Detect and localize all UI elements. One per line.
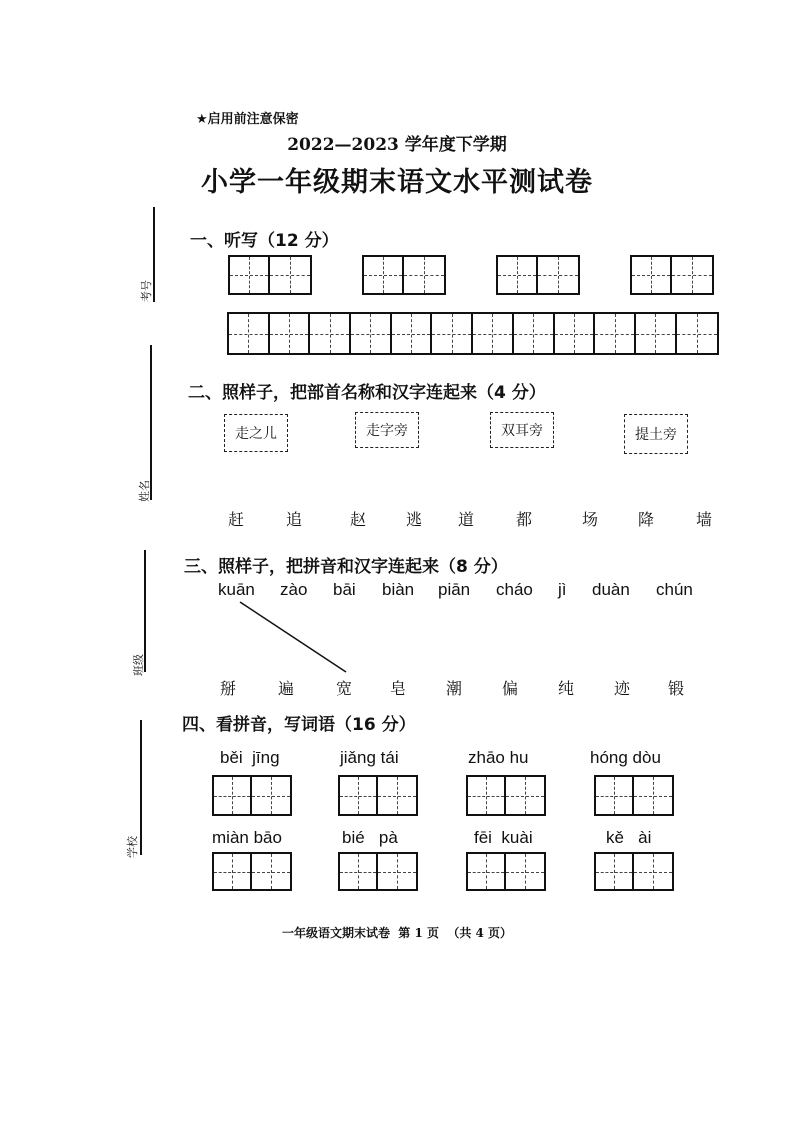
- writing-cell[interactable]: [378, 854, 416, 889]
- char-option[interactable]: 皂: [390, 679, 407, 698]
- word-grid[interactable]: [212, 775, 292, 816]
- pinyin-option[interactable]: kuān: [218, 580, 255, 599]
- char-option[interactable]: 墙: [696, 510, 713, 529]
- pinyin-option[interactable]: biàn: [382, 580, 415, 599]
- word-pinyin: [342, 828, 398, 848]
- writing-cell[interactable]: [340, 777, 378, 814]
- section1-heading: 一、听写（12 分）: [190, 231, 339, 251]
- pinyin-option[interactable]: chún: [656, 580, 693, 599]
- word-grid[interactable]: [594, 775, 674, 816]
- writing-cell[interactable]: [214, 777, 252, 814]
- syllable: kuài: [501, 828, 533, 847]
- word-pinyin: [474, 828, 533, 848]
- section4-heading: 四、看拼音，写词语（16 分）: [182, 715, 416, 735]
- word-pinyin: hóng dòu: [590, 748, 661, 767]
- label-exam-number: 考号: [140, 280, 153, 302]
- writing-cell[interactable]: [378, 777, 416, 814]
- writing-cell[interactable]: [252, 854, 290, 889]
- exam-title: 小学一年级期末语文水平测试卷: [201, 167, 593, 198]
- syllable: kě: [606, 828, 624, 847]
- word-pinyin: [606, 828, 651, 848]
- word-grid[interactable]: [466, 852, 546, 891]
- writing-cell[interactable]: [468, 777, 506, 814]
- syllable: pà: [378, 828, 398, 847]
- char-option[interactable]: 逃: [406, 510, 423, 529]
- section2-heading: 二、照样子，把部首名称和汉字连起来（4 分）: [188, 383, 546, 403]
- word-pinyin: zhāo hu: [468, 748, 529, 767]
- pinyin-option[interactable]: cháo: [496, 580, 533, 599]
- pinyin-option[interactable]: jì: [558, 580, 567, 599]
- pinyin-option[interactable]: duàn: [592, 580, 630, 599]
- char-option[interactable]: 纯: [558, 679, 575, 698]
- char-option[interactable]: 宽: [336, 679, 353, 698]
- syllable: bié: [342, 828, 365, 847]
- pinyin-option[interactable]: bāi: [333, 580, 356, 599]
- char-option[interactable]: 追: [286, 510, 303, 529]
- writing-cell[interactable]: [634, 854, 672, 889]
- char-option[interactable]: 赶: [228, 510, 245, 529]
- char-option[interactable]: 赵: [350, 510, 367, 529]
- char-option[interactable]: 迹: [614, 679, 631, 698]
- word-grid[interactable]: [466, 775, 546, 816]
- char-option[interactable]: 锻: [668, 679, 685, 698]
- pinyin-option[interactable]: piān: [438, 580, 471, 599]
- syllable: ài: [638, 828, 652, 847]
- writing-cell[interactable]: [596, 777, 634, 814]
- radical-box-4[interactable]: 提土旁: [624, 414, 688, 454]
- label-school: 学校: [126, 836, 139, 858]
- writing-cell[interactable]: [214, 854, 252, 889]
- syllable: fēi: [474, 828, 492, 847]
- char-option[interactable]: 降: [638, 510, 655, 529]
- school-year: 2022—2023 学年度下学期: [287, 135, 507, 155]
- word-grid[interactable]: [212, 852, 292, 891]
- confidential-notice: ★启用前注意保密: [196, 112, 299, 127]
- char-option[interactable]: 道: [458, 510, 475, 529]
- char-option[interactable]: 场: [582, 510, 599, 529]
- syllable: jīng: [252, 748, 280, 767]
- word-grid[interactable]: [338, 775, 418, 816]
- char-option[interactable]: 都: [516, 510, 533, 529]
- char-option[interactable]: 遍: [278, 679, 295, 698]
- char-option[interactable]: 潮: [446, 679, 463, 698]
- writing-cell[interactable]: [634, 777, 672, 814]
- writing-cell[interactable]: [506, 777, 544, 814]
- writing-cell[interactable]: [468, 854, 506, 889]
- section3-heading: 三、照样子，把拼音和汉字连起来（8 分）: [184, 557, 508, 577]
- pinyin-option[interactable]: zào: [280, 580, 308, 599]
- char-option[interactable]: 掰: [220, 679, 237, 698]
- page-footer: 一年级语文期末试卷 第 1 页 （共 4 页）: [281, 926, 513, 940]
- radical-box-1[interactable]: 走之儿: [224, 414, 288, 452]
- label-name: 姓名: [138, 480, 151, 502]
- word-grid[interactable]: [594, 852, 674, 891]
- syllable: běi: [220, 748, 243, 767]
- writing-cell[interactable]: [252, 777, 290, 814]
- label-class: 班级: [132, 654, 145, 676]
- word-pinyin: miàn bāo: [212, 828, 282, 847]
- writing-cell[interactable]: [506, 854, 544, 889]
- writing-cell[interactable]: [340, 854, 378, 889]
- word-pinyin: [220, 748, 280, 768]
- word-grid[interactable]: [338, 852, 418, 891]
- radical-box-3[interactable]: 双耳旁: [490, 412, 554, 448]
- writing-cell[interactable]: [596, 854, 634, 889]
- word-pinyin: jiǎng tái: [340, 748, 399, 767]
- radical-box-2[interactable]: 走字旁: [355, 412, 419, 448]
- char-option[interactable]: 偏: [502, 679, 519, 698]
